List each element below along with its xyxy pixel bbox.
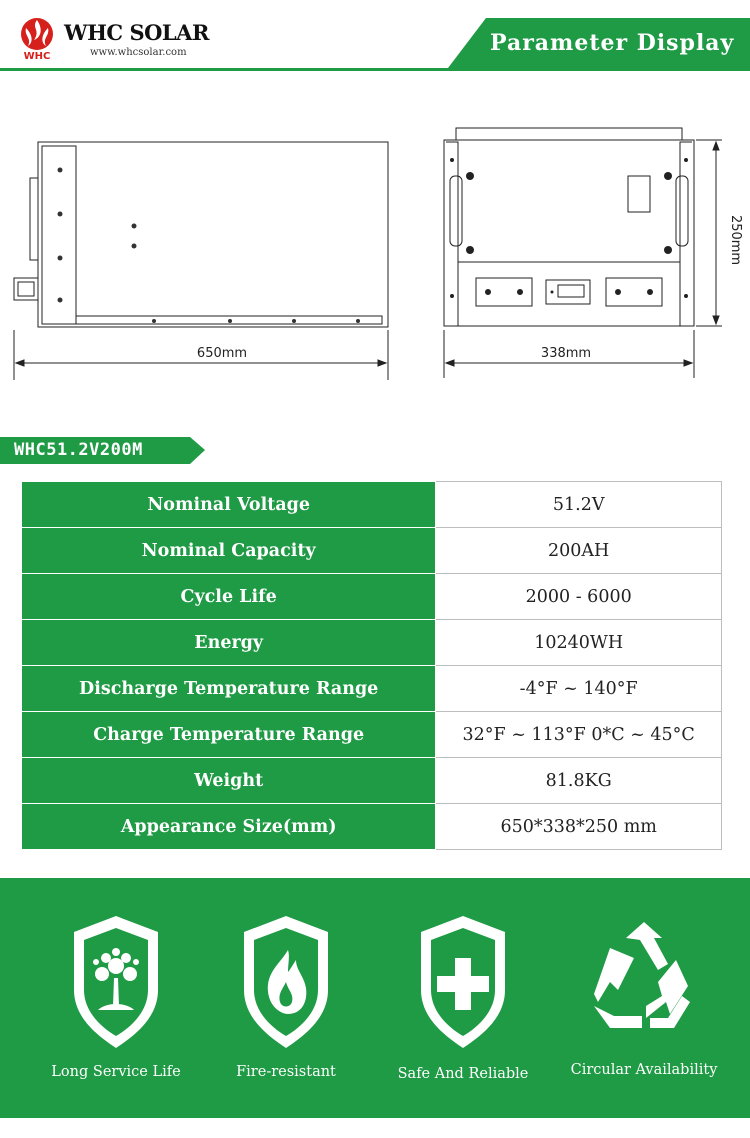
width-label: 338mm — [540, 346, 592, 361]
model-name: WHC51.2V200M — [14, 440, 143, 460]
param-name: Nominal Capacity — [22, 528, 436, 574]
param-name: Cycle Life — [22, 574, 436, 620]
param-name: Discharge Temperature Range — [22, 666, 436, 712]
table-row — [22, 482, 722, 528]
technical-drawing — [0, 110, 750, 400]
flame-shield-icon — [196, 878, 376, 1058]
feature-label: Long Service Life — [51, 1064, 181, 1080]
website: www.whcsolar.com — [90, 47, 187, 58]
table-row — [22, 528, 722, 574]
param-name: Appearance Size(mm) — [22, 804, 436, 850]
side-view — [14, 142, 388, 327]
table-row — [22, 620, 722, 666]
param-value: 81.8KG — [436, 758, 722, 804]
front-view — [444, 128, 694, 326]
feature-label: Circular Availability — [570, 1062, 718, 1078]
param-name: Weight — [22, 758, 436, 804]
plus-shield-icon — [373, 878, 553, 1058]
table-row — [22, 758, 722, 804]
height-label: 250mm — [728, 214, 743, 266]
tree-shield-icon — [26, 878, 206, 1058]
logo-mark: WHC — [23, 51, 51, 60]
section-title: Parameter Display — [490, 30, 735, 56]
feature-label: Fire-resistant — [236, 1064, 336, 1080]
param-value: 200AH — [436, 528, 722, 574]
table-row — [22, 666, 722, 712]
feature-long-service-life — [26, 878, 206, 1118]
param-name: Charge Temperature Range — [22, 712, 436, 758]
features-band — [0, 878, 750, 1118]
param-value: -4°F ~ 140°F — [436, 666, 722, 712]
feature-fire-resistant — [196, 878, 376, 1118]
param-name: Energy — [22, 620, 436, 666]
feature-circular-availability — [554, 878, 734, 1118]
feature-safe-reliable — [373, 878, 553, 1118]
header — [0, 0, 750, 72]
table-row — [22, 574, 722, 620]
feature-label: Safe And Reliable — [397, 1066, 529, 1082]
height-dimension — [696, 140, 722, 326]
brand-name: WHC SOLAR — [64, 20, 209, 45]
param-value: 2000 - 6000 — [436, 574, 722, 620]
param-value: 51.2V — [436, 482, 722, 528]
table-row — [22, 712, 722, 758]
param-value: 650*338*250 mm — [436, 804, 722, 850]
table-row — [22, 804, 722, 850]
recycle-icon — [554, 878, 734, 1058]
param-value: 10240WH — [436, 620, 722, 666]
header-divider — [0, 68, 750, 71]
param-name: Nominal Voltage — [22, 482, 436, 528]
param-value: 32°F ~ 113°F 0*C ~ 45°C — [436, 712, 722, 758]
length-label: 650mm — [196, 346, 248, 361]
flame-logo-icon — [14, 14, 60, 60]
parameter-table — [22, 481, 722, 850]
